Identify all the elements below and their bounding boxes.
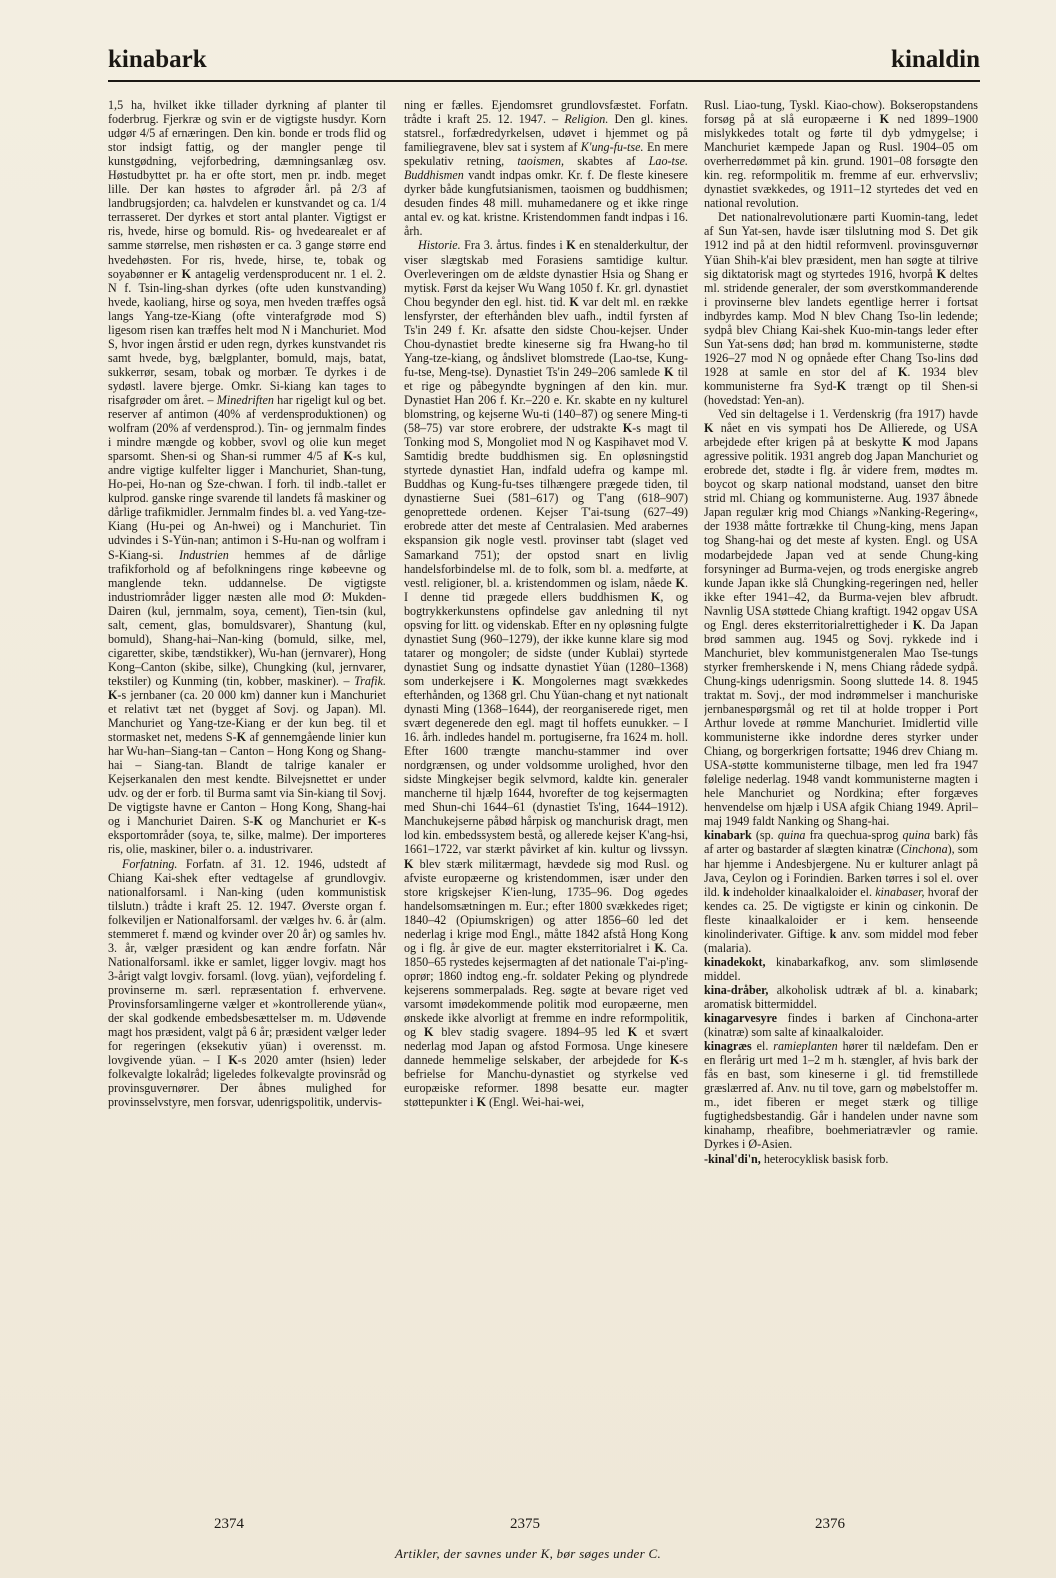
text-run: og Manchuriet er (262, 814, 368, 829)
paragraph (704, 210, 978, 407)
bold-text: -kinal'di'n, (704, 1151, 761, 1166)
text-run: deltes ml. stridende generaler, der som øverstkommanderende i provinserne blev landets egentlige herrer i fortsat indbyrdes kamp. Mod N blev Chang Tso-lin ledende; sydpå blev Chiang Kai-shek Kuo-min-tangs leder efter Sun Yat-sens død; han brød m. kommunisterne, stødte 1926–27 mod N og opnåede efter Chang Tso-lins død 1928 at samle en stor del af (704, 266, 978, 379)
bold-text: K (367, 814, 378, 829)
text-run: anv. som middel mod feber (malaria). (704, 926, 978, 955)
paragraph (704, 983, 978, 1011)
paragraph (704, 98, 978, 210)
paragraph (704, 1152, 978, 1166)
bold-text: K (879, 112, 889, 127)
text-run: -s kul, andre vigtige kulfelter ligger i Manchuriet, Shan-tung, Ho-pei, Ho-nan og Sze-chwan. I forh. til indb.-tallet er kulprod. ganske ringe svarende til landets få maskiner og dårlige trafikmidler. Jernmalm findes bl. a. ved Yang-tze-Kiang (Hu-pei og An-hwei) og i Manchuriet. Tin udvindes i S-Yün-nan; antimon i S-Hu-nan og wolfram i S-Kiang-si. (108, 449, 386, 562)
text-run: el. (751, 1039, 774, 1054)
paragraph (704, 1039, 978, 1151)
text-run: blev stærk militærmagt, hævdede sig mod Rusl. og afviste europæerne og kristendommen, især under den store krigskejser K'ien-lung, 1735–96. Dog øgedes handelsomsætningen m. Eur.; efter 1800 svækkedes riget; 1840–42 (Opiumskrigen) og atter 1856–60 led det nederlag i krige mod Engl., måtte 1842 afstå Hong Kong og i flg. år give de eur. magter eksterritorialret i (404, 856, 688, 955)
bold-text: K (424, 1025, 434, 1040)
text-run: et svært nederlag mod Japan og afstod Formosa. Unge kinesere dannede hemmelige selskaber, der arbejdede for (404, 1025, 688, 1068)
paragraph (108, 857, 386, 1110)
italic-text: Industrien (179, 547, 229, 562)
text-run: skabtes af (564, 154, 649, 169)
page-number-2: 2375 (510, 1516, 540, 1532)
text-run: Fra 3. årtus. findes i (460, 238, 567, 253)
bold-text: K (704, 421, 714, 436)
paragraph (404, 98, 688, 238)
text-run: bark) fås af arter og bastarder af slægten kinatræ ( (704, 828, 978, 857)
left-guide-word: kinabark (108, 46, 207, 73)
italic-text: quina (902, 828, 931, 843)
text-column-1 (108, 98, 386, 1508)
text-run: nået en vis sympati hos De Allierede, og USA arbejdede efter krigen på at beskytte (704, 421, 978, 450)
bold-text: K (181, 266, 192, 281)
footnote: Artikler, der savnes under K, bør søges under C. (394, 1546, 662, 1561)
bold-text: K (228, 1053, 238, 1068)
bold-text: K (566, 238, 576, 253)
text-run: Det nationalrevolutionære parti Kuomin-tang, ledet af Sun Yat-sen, havde især tilslutning mod S. Det gik 1912 ind på at den hidtil reformvenl. provinsguvernør Yüan Shih-k'ai blev præsident, men han søgte at tilrive sig diktatorisk magt og styrtedes 1916, hvorpå (704, 210, 978, 281)
right-guide-word: kinaldin (891, 46, 980, 73)
bold-text: kinadekokt, (704, 954, 766, 969)
text-run: (sp. (751, 828, 778, 843)
bold-text: K (654, 940, 664, 955)
paragraph (404, 238, 688, 1109)
bold-text: K (650, 589, 661, 604)
bold-text: K (912, 617, 923, 632)
text-run: heterocyklisk basisk forb. (760, 1151, 889, 1166)
text-run: var delt ml. en række lensfyrster, der efterhånden blev uafh., indtil fyrsten af Ts'in 249 f. Kr. afsatte den sidste Chou-kejser. Under Chou-dynastiet bredte kineserne sig fra Hwang-ho til Yang-tze-kiang, og åndslivet blomstrede (Lao-tse, Kung-fu-tse, Meng-tse). Dynastiet Ts'in 249–206 samlede (404, 294, 688, 379)
paragraph (108, 98, 386, 857)
text-run: hører til nældefam. Den er en flerårig urt med 1–2 m h. stængler, af hvis bark der fås en bast, som kineserne i gl. tid fremstillede græslærred af. Anv. nu til tove, garn og møbelstoffer m. m., idet fiberen er meget stærk og tillige fugtighedsbestandig. Går i handelen under navne som kinahamp, rheafibre, boehmeriatrævler og ramie. Dyrkes i Ø-Asien. (704, 1039, 978, 1152)
text-run: hvoraf der kendes ca. 25. De vigtigste er kinin og cinkonin. De fleste kinaalkaloider er i kem. henseende kinolinderivater. Giftige. (704, 884, 978, 941)
text-run: . Mongolernes magt svækkedes efterhånden, og 1368 grl. Chu Yüan-chang et nyt nationalt dynasti Ming (1368–1644), der reorganiserede riget, men svært degenerede den egl. magt til hoffets eunukker. – I 16. årh. indledes handel m. portugiserne, fra 1624 m. holl. Efter 1600 trængte manchu-stammer ind over nordgrænsen, og under voldsomme urolighed, hvor den sidste Mingkejser begik selvmord, kaldte kin. generaler mancherne til hjælp 1644, hvorefter de tog kejsermagten med Shun-chi 1644–61 (dynastiet Ts'ing, 1644–1912). Manchukejserne påbød hårpisk og manchurisk dragt, men lod kin. embedssystem bestå, og allerede kejser K'ang-hsi, 1661–1722, var stærkt påvirket af kin. kultur og livssyn. (404, 673, 688, 857)
text-run: -s magt til Tonking mod S, Mongoliet mod N og Kaspihavet mod V. Samtidig bredte buddhismen sig. En opløsningstid styrtede dynastiet Han, indfald udefra og kampe ml. Buddhas og Kung-fu-tses tilhængere prægede tiden, til dynastierne Suei (581–617) og T'ang (618–907) genoprettede ordenen. Kejser T'ai-tsung (627–49) erobrede atter det meste af Centralasien. Med arabernes ekspansion gik nogle vestl. provinser tabt (slaget ved Samarkand 751); der opstod snart en livlig handelsforbindelse ml. de to folk, som bl. a. medførte, at vestl. religioner, bl. a. kristendommen og islam, nåede (404, 421, 688, 590)
text-run: , og bogtrykkerkunstens opfindelse gav anledning til nyt opsving for litt. og videnskab. Efter en ny opløsning fulgte dynastiet Sung (960–1279), der ikke kunne klare sig mod tatarer og mongoler; de sidste (under Kublai) styrtede dynastiet Sung og indsatte dynastiet Yüan (1280–1368) som underkejsere i (404, 589, 688, 688)
bold-text: K (627, 1025, 638, 1040)
bold-text: kinagarvesyre (704, 1011, 778, 1026)
italic-text: Minedriften (216, 392, 274, 407)
italic-text: taoismen, (517, 154, 565, 169)
text-run: indeholder kinaalkaloider el. (729, 884, 876, 899)
text-run: af gennemgående linier kun har Wu-han–Siang-tan – Canton – Hong Kong og Shang-hai – Siang-tan. Blandt de talrige kanaler er Kejserkanalen den mest kendte. Bilvejsnettet er under udv. og der er forb. til Burma samt via Sin-kiang til Sovj. De vigtigste havne er Canton – Hong Kong, Shang-hai og i Manchuriet Dairen. S- (108, 730, 386, 829)
page-number-1: 2374 (214, 1516, 244, 1532)
text-run: . I denne tid prægede ellers buddhismen (404, 575, 688, 604)
italic-text: quina (777, 828, 806, 843)
bold-text: K (836, 378, 847, 393)
text-run: har rigeligt kul og bet. reserver af antimon (40% af verdensproduktionen) og wolfram (20% af verdensprod.). Tin- og jernmalm findes i mindre mængde og kobber, svovl og olie kun meget sparsomt. Shen-si og Shan-si rummer 4/5 af (108, 392, 386, 464)
text-run: . Ca. 1850–65 rystedes kejsermagten af det nationale T'ai-p'ing-oprør; 1860 indtog eng.-fr. soldater Peking og plyndrede kejserens sommerpalads. Reg. søgte at bevare riget ved varsomt imødekommende politik mod europæerne, men ønskede ikke alvorligt at fremme en indre reformpolitik, og (404, 940, 688, 1040)
paragraph (704, 407, 978, 828)
text-run: antagelig verdensproducent nr. 1 el. 2. N f. Tsin-ling-shan dyrkes (ofte uden kunstvanding) hvede, kaoliang, hirse og soya, men hveden træffes også langs Yang-tze-Kiang (ofte vinterafgrøde mod S) ligesom risen kan træffes helt mod N i Manchuriet. Mod S, hvor ingen årstid er uden regn, dyrkes kunstvandet ris samt hvede, byg, bælgplanter, bomuld, majs, batat, sukkerrør, sesam, tobak og morbær. Te dyrkes i de sydøstl. lavere bjerge. Omkr. Si-kiang kan tages to risafgrøder om året. – (108, 266, 386, 407)
italic-text: K'ung-fu-tse. (580, 140, 644, 155)
bold-text: K (569, 294, 579, 309)
text-run: alkoholisk udtræk af bl. a. kinabark; aromatisk bittermiddel. (704, 982, 978, 1011)
bold-text: K (404, 856, 414, 871)
text-run: Rusl. Liao-tung, Tyskl. Kiao-chow). Bokseropstandens forsøg på at slå europæerne i (704, 98, 978, 127)
bold-text: K (675, 575, 685, 590)
text-run: en stenalderkultur, der viser slægtskab med Forasiens samtidige kultur. Overleveringen om de ældste dynastier Hsia og Shang er mytisk. Først da kejser Wu Wang 1050 f. Kr. grl. dynastiet Chou begynder den egl. hist. tid. (404, 238, 688, 309)
bold-text: K (936, 266, 946, 281)
bold-text: K (236, 730, 247, 745)
text-run: Ved sin deltagelse i 1. Verdenskrig (fra 1917) havde (718, 407, 978, 422)
bold-text: K (512, 673, 522, 688)
italic-text: Forfatning. (122, 856, 178, 871)
text-run: hemmes af de dårlige trafikforhold og af befolkningens ringe købeevne og manglende tekn. uddannelse. De vigtigste industriområder ligger næsten alle mod Ø: Mukden-Dairen (kul, jernmalm, soya, cement), Tien-tsin (kul, salt, cement, glas, bomuldsvarer), Shantung (kul, bomuld), Shang-hai–Nan-king (bomuld, silke, mel, cigaretter, skibe, tændstikker), Wu-han (jernvarer), Hong Kong–Canton (skibe, silke), Chungking (kul, jernvarer, tekstiler) og Kunming (tin, kobber, maskiner). – (108, 547, 386, 688)
text-run: ), som har hjemme i Andesbjergene. Nu er kulturer anlagt på Java, Ceylon og i Forindien. Barken tørres i sol el. over ild. (704, 842, 978, 899)
text-run: Forfatn. af 31. 12. 1946, udstedt af Chiang Kai-shek efter vedtagelse af grundlovgiv. nationalforsaml. i Nan-king (uden kommunistisk tilslutn.) trådte i kraft 25. 12. 1947. Øverste organ f. folkeviljen er Nationalforsaml. der vælges hv. 6. år (alm. stemmeret f. mænd og kvinder over 20 år) og samles hv. 3. år, vælger præsident og kan ændre forfatn. Når Nationalforsaml. ikke er samlet, ligger lovgiv. magt hos 3-årigt valgt lovgiv. forsaml. (lovg. yüan), vejfordeling f. provinserne m. særl. repræsentation f. erhvervene. Provinsforsamlingerne vælger et »kontrollerende yüan«, der skal godkende embedsbesættelser m. m. Udøvende magt hos præsident, valgt på 6 år; præsident vælger leder for regeringen (eksekutiv yüan) i overensst. m. lovgivende yüan. – I (108, 856, 386, 1068)
italic-text: kinabaser, (875, 884, 925, 899)
text-run: fra quechua-sprog (805, 828, 903, 843)
text-run: til et rige og påbegyndte bygningen af den kin. mur. Dynastiet Han 206 f. Kr.–220 e. Kr. skabte en ny kulturel blomstring, og kejserne Wu-ti (140–87) og senere Ming-ti (58–75) var store erobrere, der udstrakte (404, 364, 688, 436)
text-run: -s eksportområder (soya, te, silke, malme). Der importeres ris, olie, maskiner, biler o. a. industrivarer. (108, 814, 386, 857)
text-run: ned 1899–1900 mislykkedes totalt og førte til dyb ydmygelse; i Manchuriet kæmpede Japan og Rusl. 1904–05 om overherredømmet på kin. grund. 1901–08 forsøgte den kin. reg. reformpolitik m. fremme af eur. erhvervsliv; dynastiet svækkedes, og 1911–12 styrtedes det ved en national revolution. (704, 112, 978, 211)
italic-text: ramieplanten (773, 1039, 838, 1054)
text-run: ning er fælles. Ejendomsret grundlovsfæstet. Forfatn. trådte i kraft 25. 12. 1947. – (404, 98, 688, 127)
running-header (108, 40, 980, 82)
bold-text: K (343, 449, 353, 464)
bold-text: K (622, 421, 633, 436)
text-run: -s 2020 amter (hsien) leder folkevalgte lokalråd; ligeledes folkevalgte provinsråd og provinsguvernører. Der åbnes mulighed for provinsselvstyre, men forsvar, udenrigspolitik, undervis- (108, 1053, 386, 1110)
bold-text: kinagræs (704, 1039, 752, 1054)
text-run: findes i barken af Cinchona-arter (kinatræ) som salte af kinaalkaloider. (704, 1011, 978, 1040)
text-run: (Engl. Wei-hai-wei, (485, 1095, 585, 1110)
text-run: . 1934 blev kommunisterne fra Syd- (704, 364, 978, 393)
text-run: trængt op til Shen-si (hovedstad: Yen-an). (704, 378, 978, 407)
text-run: kinabarkafkog, anv. som slimløsende middel. (704, 954, 978, 983)
paragraph (704, 828, 978, 954)
italic-text: Trafik. (354, 673, 386, 688)
bold-text: K (664, 364, 674, 379)
bold-text: K (897, 364, 908, 379)
italic-text: Cinchona (900, 842, 948, 857)
bold-text: kinabark (704, 828, 752, 843)
italic-text: Lao-tse. Buddhismen (404, 154, 688, 183)
bold-text: k (829, 926, 837, 941)
text-run: Den gl. kines. statsrel., forfædredyrkelsen, udøvet i hjemmet og på familiegravene, blev sat i system af (404, 112, 688, 155)
paragraph (704, 1011, 978, 1039)
text-run: En mere spekulativ retning, (404, 140, 688, 169)
bold-text: k (723, 884, 730, 899)
paragraph (704, 955, 978, 983)
italic-text: Religion. (564, 112, 609, 127)
bold-text: K (669, 1053, 680, 1068)
bold-text: K (902, 435, 912, 450)
page-number-3: 2376 (815, 1516, 845, 1532)
bold-text: K (253, 814, 263, 829)
text-run: mod Japans agressive politik. 1931 angreb dog Japan Manchuriet og erobrede det, stødte i flg. år videre frem, mødtes m. boycot og skarp national modstand, uanset den bitre strid ml. Chiang og kommunisterne. Aug. 1937 åbnede Japan regulær krig mod Chiangs »Nanking-Regering«, der 1938 måtte fortrække til Chung-king, mens Japan tog Shang-hai og det meste af kysten. Engl. og USA modarbejdede Japan ved at sende Chung-king forsyninger ad Burma-vejen, og trods energiske angreb kunde Japan ikke slå Chungking-regeringen ned, heller ikke efter 1941–42, da Burma-vejen blev afbrudt. Navnlig USA støttede Chiang kraftigt. 1942 opgav USA og Engl. deres eksterritorialrettigheder i (704, 435, 978, 632)
bold-text: kina-dråber, (704, 982, 769, 997)
text-run: blev stadig svagere. 1894–95 led (433, 1025, 628, 1040)
bold-text: K (476, 1095, 486, 1110)
text-run: vandt indpas omkr. Kr. f. De fleste kinesere dyrker både kungfutsianismen, taoismen og buddhismen; desuden findes 48 mill. muhamedanere og et ikke ringe antal ev. og kat. kristne. Kristendommen fandt indpas i 16. årh. (404, 168, 688, 239)
bold-text: K (108, 687, 118, 702)
text-run: -s befrielse for Manchu-dynastiet og styrkelse ved europæiske reformer. 1898 besatte eur. magter støttepunkter i (404, 1053, 688, 1110)
italic-text: Historie. (418, 238, 461, 253)
text-column-3 (704, 98, 978, 1508)
text-column-2 (404, 98, 688, 1508)
text-run: 1,5 ha, hvilket ikke tillader dyrkning af planter til foderbrug. Fjerkræ og svin er de vigtigste husdyr. Korn udgør 4/5 af ernæringen. Den kin. bonde er trods flid og stor indsigt fattig, og der mangler penge til kunstgødning, vejforbedring, dæmningsanlæg osv. Høstudbyttet pr. ha er ofte stort, men pr. indb. meget lille. Der kan høstes to afgrøder årl. på 2/3 af landbrugsjorden; ca. halvdelen er kunstvandet og ca. 1/4 terrasseret. Der dyrkes et stort antal planter. Vigtigst er ris, hvede, hirse og bomuld. Ris- og hvedearealet er af samme størrelse, men rishøsten er ca. 3 gange større end hvedehøsten. For ris, hvede, hirse, te, tobak og soyabønner er (108, 98, 386, 281)
text-run: -s jernbaner (ca. 20 000 km) danner kun i Manchuriet et relativt tæt net (bygget af Sovj. og Japan). Ml. Manchuriet og Yang-tze-Kiang er der kun beg. til et stormasket net, medens S- (108, 687, 386, 745)
text-run: . Da Japan brød sammen aug. 1945 og Sovj. rykkede ind i Manchuriet, blev kommunistgeneralen Mao Tse-tungs styrker fremherskende i N, mens Chiang rådede sydpå. Chung-kings udenrigsmin. Soong sluttede 14. 8. 1945 traktat m. Sovj., der mod indrømmelser i manchuriske jernbanespørgsmål og ret til at holde tropper i Port Arthur lovede at rømme Manchuriet. Imidlertid ville kommunisterne ikke indordne deres styrker under Chiang, og borgerkrigen fortsatte; 1946 drev Chiang m. USA-støtte kommunisterne tilbage, men led fra 1947 følelige nederlag. 1948 vandt kommunisterne magten i hele Manchuriet og Nordkina; efter forgæves henvendelse om hjælp i USA afgik Chiang 1949. April–maj 1949 faldt Nanking og Shang-hai. (704, 617, 978, 829)
